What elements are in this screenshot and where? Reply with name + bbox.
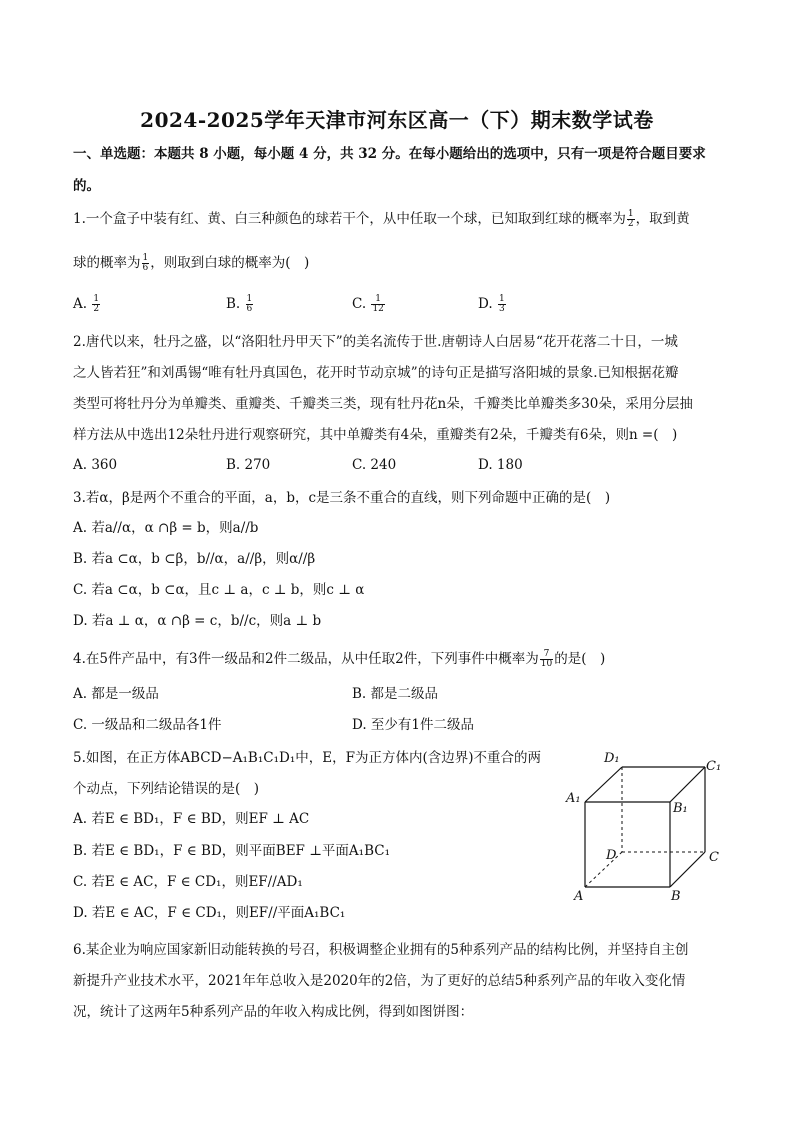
q4-option-a: A. 都是一级品 (73, 686, 159, 702)
page-title: 2024-2025学年天津市河东区高一（下）期末数学试卷 (140, 108, 654, 132)
q2-option-c: C. 240 (352, 457, 397, 473)
q4-stem: 4.在5件产品中，有3件一级品和2件二级品，从中任取2件，下列事件中概率为 $\frac{7}{10}$ 的是( ) (73, 649, 606, 669)
q4-fraction: $\frac{7}{10}$ (540, 649, 553, 669)
cube-figure (560, 742, 730, 907)
label-c1: C₁ (706, 759, 722, 774)
q1-text-a: 1.一个盒子中装有红、黄、白三种颜色的球若干个，从中任取一个球，已知取到红球的概率为 (73, 211, 626, 227)
edge-a1d1 (585, 767, 622, 802)
q2-stem-line4: 样方法从中选出12朵牡丹进行观察研究，其中单瓣类有4朵，重瓣类有2朵，千瓣类有6朵，则n =( ) (73, 427, 678, 443)
q5-stem-line1: 5.如图，在正方体ABCD−A₁B₁C₁D₁中，E，F为正方体内(含边界)不重合的两 (73, 750, 541, 766)
q5-option-a: A. 若E ∈ BD₁，F ∈ BD，则EF ⊥ AC (73, 811, 310, 827)
q6-stem-line2: 新提升产业技术水平，2021年年总收入是2020年的2倍，为了更好的总结5种系列产品的年收入变化情 (73, 973, 686, 989)
q4-option-b: B. 都是二级品 (352, 686, 439, 702)
q3-stem: 3.若α，β是两个不重合的平面，a，b，c是三条不重合的直线，则下列命题中正确的是( ) (73, 490, 611, 506)
edge-b1c1 (670, 767, 705, 802)
edge-ad-hidden (585, 852, 622, 887)
q6-stem-line3: 况，统计了这两年5种系列产品的年收入构成比例，得到如图饼图： (73, 1004, 474, 1020)
q2-option-b: B. 270 (226, 457, 271, 473)
q1-option-c: C. $\frac{1}{12}$ (352, 294, 384, 314)
q3-option-a: A. 若a//α，α ∩β = b，则a//b (73, 520, 259, 536)
q6-stem-line1: 6.某企业为响应国家新旧动能转换的号召，积极调整企业拥有的5种系列产品的结构比例，并坚持自主创 (73, 942, 689, 958)
q1-fraction-yellow: $\frac{1}{6}$ (142, 253, 149, 273)
q5-option-c: C. 若E ∈ AC，F ∈ CD₁，则EF//AD₁ (73, 874, 303, 890)
q5-option-d: D. 若E ∈ AC，F ∈ CD₁，则EF//平面A₁BC₁ (73, 905, 346, 921)
q4-option-d: D. 至少有1件二级品 (352, 717, 475, 733)
label-b: B (671, 889, 681, 904)
q1-option-a: A. $\frac{1}{2}$ (73, 294, 100, 314)
q3-option-b: B. 若a ⊂α，b ⊂β，b//α，a//β，则α//β (73, 551, 316, 567)
label-b1: B₁ (673, 801, 688, 816)
q5-stem-line2: 个动点，下列结论错误的是( ) (73, 781, 260, 797)
section-heading-cont: 的。 (73, 178, 100, 194)
q2-option-d: D. 180 (478, 457, 523, 473)
label-a: A (574, 889, 584, 904)
q1-stem-line2: 球的概率为 $\frac{1}{6}$ ，则取到白球的概率为( ) (73, 253, 310, 273)
q5-option-b: B. 若E ∈ BD₁，F ∈ BD，则平面BEF ⊥平面A₁BC₁ (73, 843, 390, 859)
q2-stem-line3: 类型可将牡丹分为单瓣类、重瓣类、千瓣类三类，现有牡丹花n朵，千瓣类比单瓣类多30朵，采用分层抽 (73, 396, 693, 412)
label-d: D (606, 848, 617, 863)
q3-option-c: C. 若a ⊂α，b ⊂α，且c ⊥ a，c ⊥ b，则c ⊥ α (73, 582, 365, 598)
q3-option-d: D. 若a ⊥ α，α ∩β = c，b//c，则a ⊥ b (73, 613, 322, 629)
label-a1: A₁ (566, 791, 581, 806)
q4-option-c: C. 一级品和二级品各1件 (73, 717, 222, 733)
label-d1: D₁ (604, 751, 620, 766)
q2-option-a: A. 360 (73, 457, 118, 473)
q1-option-d: D. $\frac{1}{3}$ (478, 294, 505, 314)
q2-stem-line1: 2.唐代以来，牡丹之盛，以“洛阳牡丹甲天下”的美名流传于世.唐朝诗人白居易“花开花落二十日，一城 (73, 334, 678, 350)
q1-option-b: B. $\frac{1}{6}$ (226, 294, 253, 314)
q1-fraction-red: $\frac{1}{2}$ (627, 209, 634, 229)
q2-stem-line2: 之人皆若狂”和刘禹锡“唯有牡丹真国色，花开时节动京城”的诗句正是描写洛阳城的景象.已知根据花瓣 (73, 365, 679, 381)
edge-bc (670, 852, 705, 887)
q1-stem-line1: 1.一个盒子中装有红、黄、白三种颜色的球若干个，从中任取一个球，已知取到红球的概率为 $\frac{1}{2}$ ，取到黄 (73, 209, 690, 229)
section-heading: 一、单选题：本题共 8 小题，每小题 4 分，共 32 分。在每小题给出的选项中，只有一项是符合题目要求 (73, 146, 706, 162)
label-c: C (709, 850, 719, 865)
